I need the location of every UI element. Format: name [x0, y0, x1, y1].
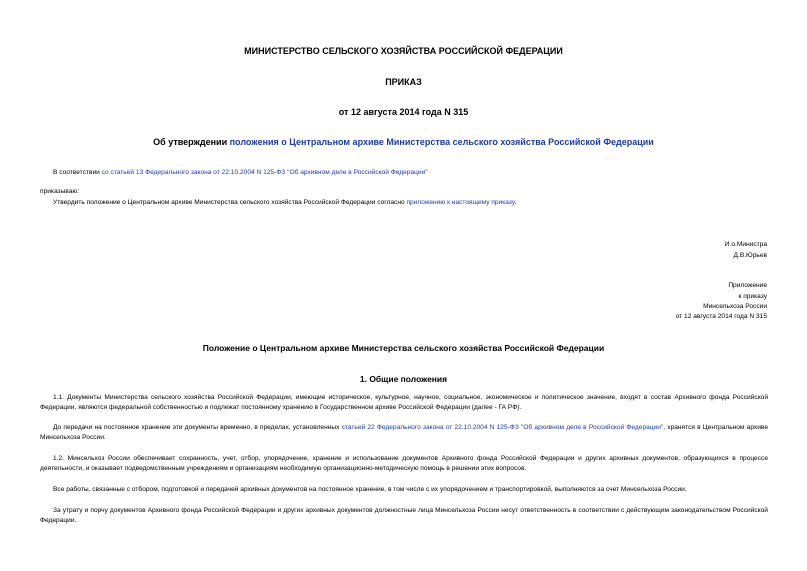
order-title-link[interactable]: положения о Центральном архиве Министерства сельского хозяйства Российской Федерации — [229, 137, 654, 147]
paragraph-text-end: , хранятся в Центральном архиве Минсельхоза России. — [40, 424, 768, 441]
approve-text-end: . — [514, 199, 517, 206]
appendix-line-1: Приложение — [728, 282, 767, 289]
appendix-line-3: Минсельхоза России — [703, 303, 767, 310]
paragraph-1-1-storage — [40, 423, 768, 442]
approve-paragraph — [53, 198, 516, 208]
appendix-line-4: от 12 августа 2014 года N 315 — [675, 313, 767, 320]
law-article-13-link[interactable]: со статьей 13 Федерального закона от 22.10.2004 N 125-ФЗ "Об архивном деле в Российской Федерации" — [101, 169, 428, 176]
order-word: приказываю: — [40, 188, 80, 195]
appendix-link[interactable]: приложению к настоящему приказу — [406, 199, 515, 206]
appendix-line-2: к приказу — [738, 293, 767, 300]
regulation-title: Положение о Центральном архиве Министерства сельского хозяйства Российской Федерации — [202, 343, 605, 353]
paragraph-1-1: 1.1. Документы Министерства сельского хозяйства Российской Федерации, имеющие историческое, культурное, научное, социальное, экономическое и политическое значение, входят в состав Архивного фонда Российской Федерации, являются федеральной собственностью и подлежат постоянному хранению в Государственном архиве Российской Федерации (далее - ГА РФ). — [40, 394, 768, 411]
section-1-heading: 1. Общие положения — [359, 374, 448, 384]
signature-name: Д.В.Юрьев — [733, 252, 767, 259]
paragraph-1-2: 1.2. Минсельхоз России обеспечивает сохранность, учет, отбор, упорядочение, хранение и использование документов Архивного фонда Российской Федерации и других архивных документов, образующихся в процессе деятельности, и оказывает подведомственным учреждениям и организациям необходимую организационно-методическую помощь в решении этих вопросов. — [40, 455, 768, 472]
paragraph-responsibility: За утрату и порчу документов Архивного фонда Российской Федерации и других архивных документов должностные лица Минсельхоза России несут ответственность в соответствии с действующим законодательством Российской Федерации. — [40, 507, 768, 524]
order-title — [0, 137, 807, 147]
date-number-heading: от 12 августа 2014 года N 315 — [338, 107, 469, 117]
paragraph-works: Все работы, связанные с отбором, подготовкой и передачей архивных документов на постоянное хранение, в том числе с их упорядочением и транспортировкой, выполняются за счет Минсельхоза России. — [53, 486, 687, 493]
preamble — [53, 168, 428, 178]
approve-text: Утвердить положение о Центральном архиве Министерства сельского хозяйства Российской Федерации согласно — [53, 199, 407, 206]
order-title-prefix: Об утверждении — [153, 137, 230, 147]
preamble-text: В соответствии — [53, 169, 102, 176]
paragraph-text: До передачи на постоянное хранение эти документы временно, в пределах, установленных — [53, 424, 342, 431]
law-article-22-link[interactable]: статьей 22 Федерального закона от 22.10.2004 N 125-ФЗ "Об архивном деле в Российской Федерации" — [341, 424, 664, 431]
doc-type-heading: ПРИКАЗ — [385, 77, 422, 87]
ministry-heading: МИНИСТЕРСТВО СЕЛЬСКОГО ХОЗЯЙСТВА РОССИЙСКОЙ ФЕДЕРАЦИИ — [244, 46, 563, 56]
signature-position: И.о.Министра — [724, 241, 767, 248]
